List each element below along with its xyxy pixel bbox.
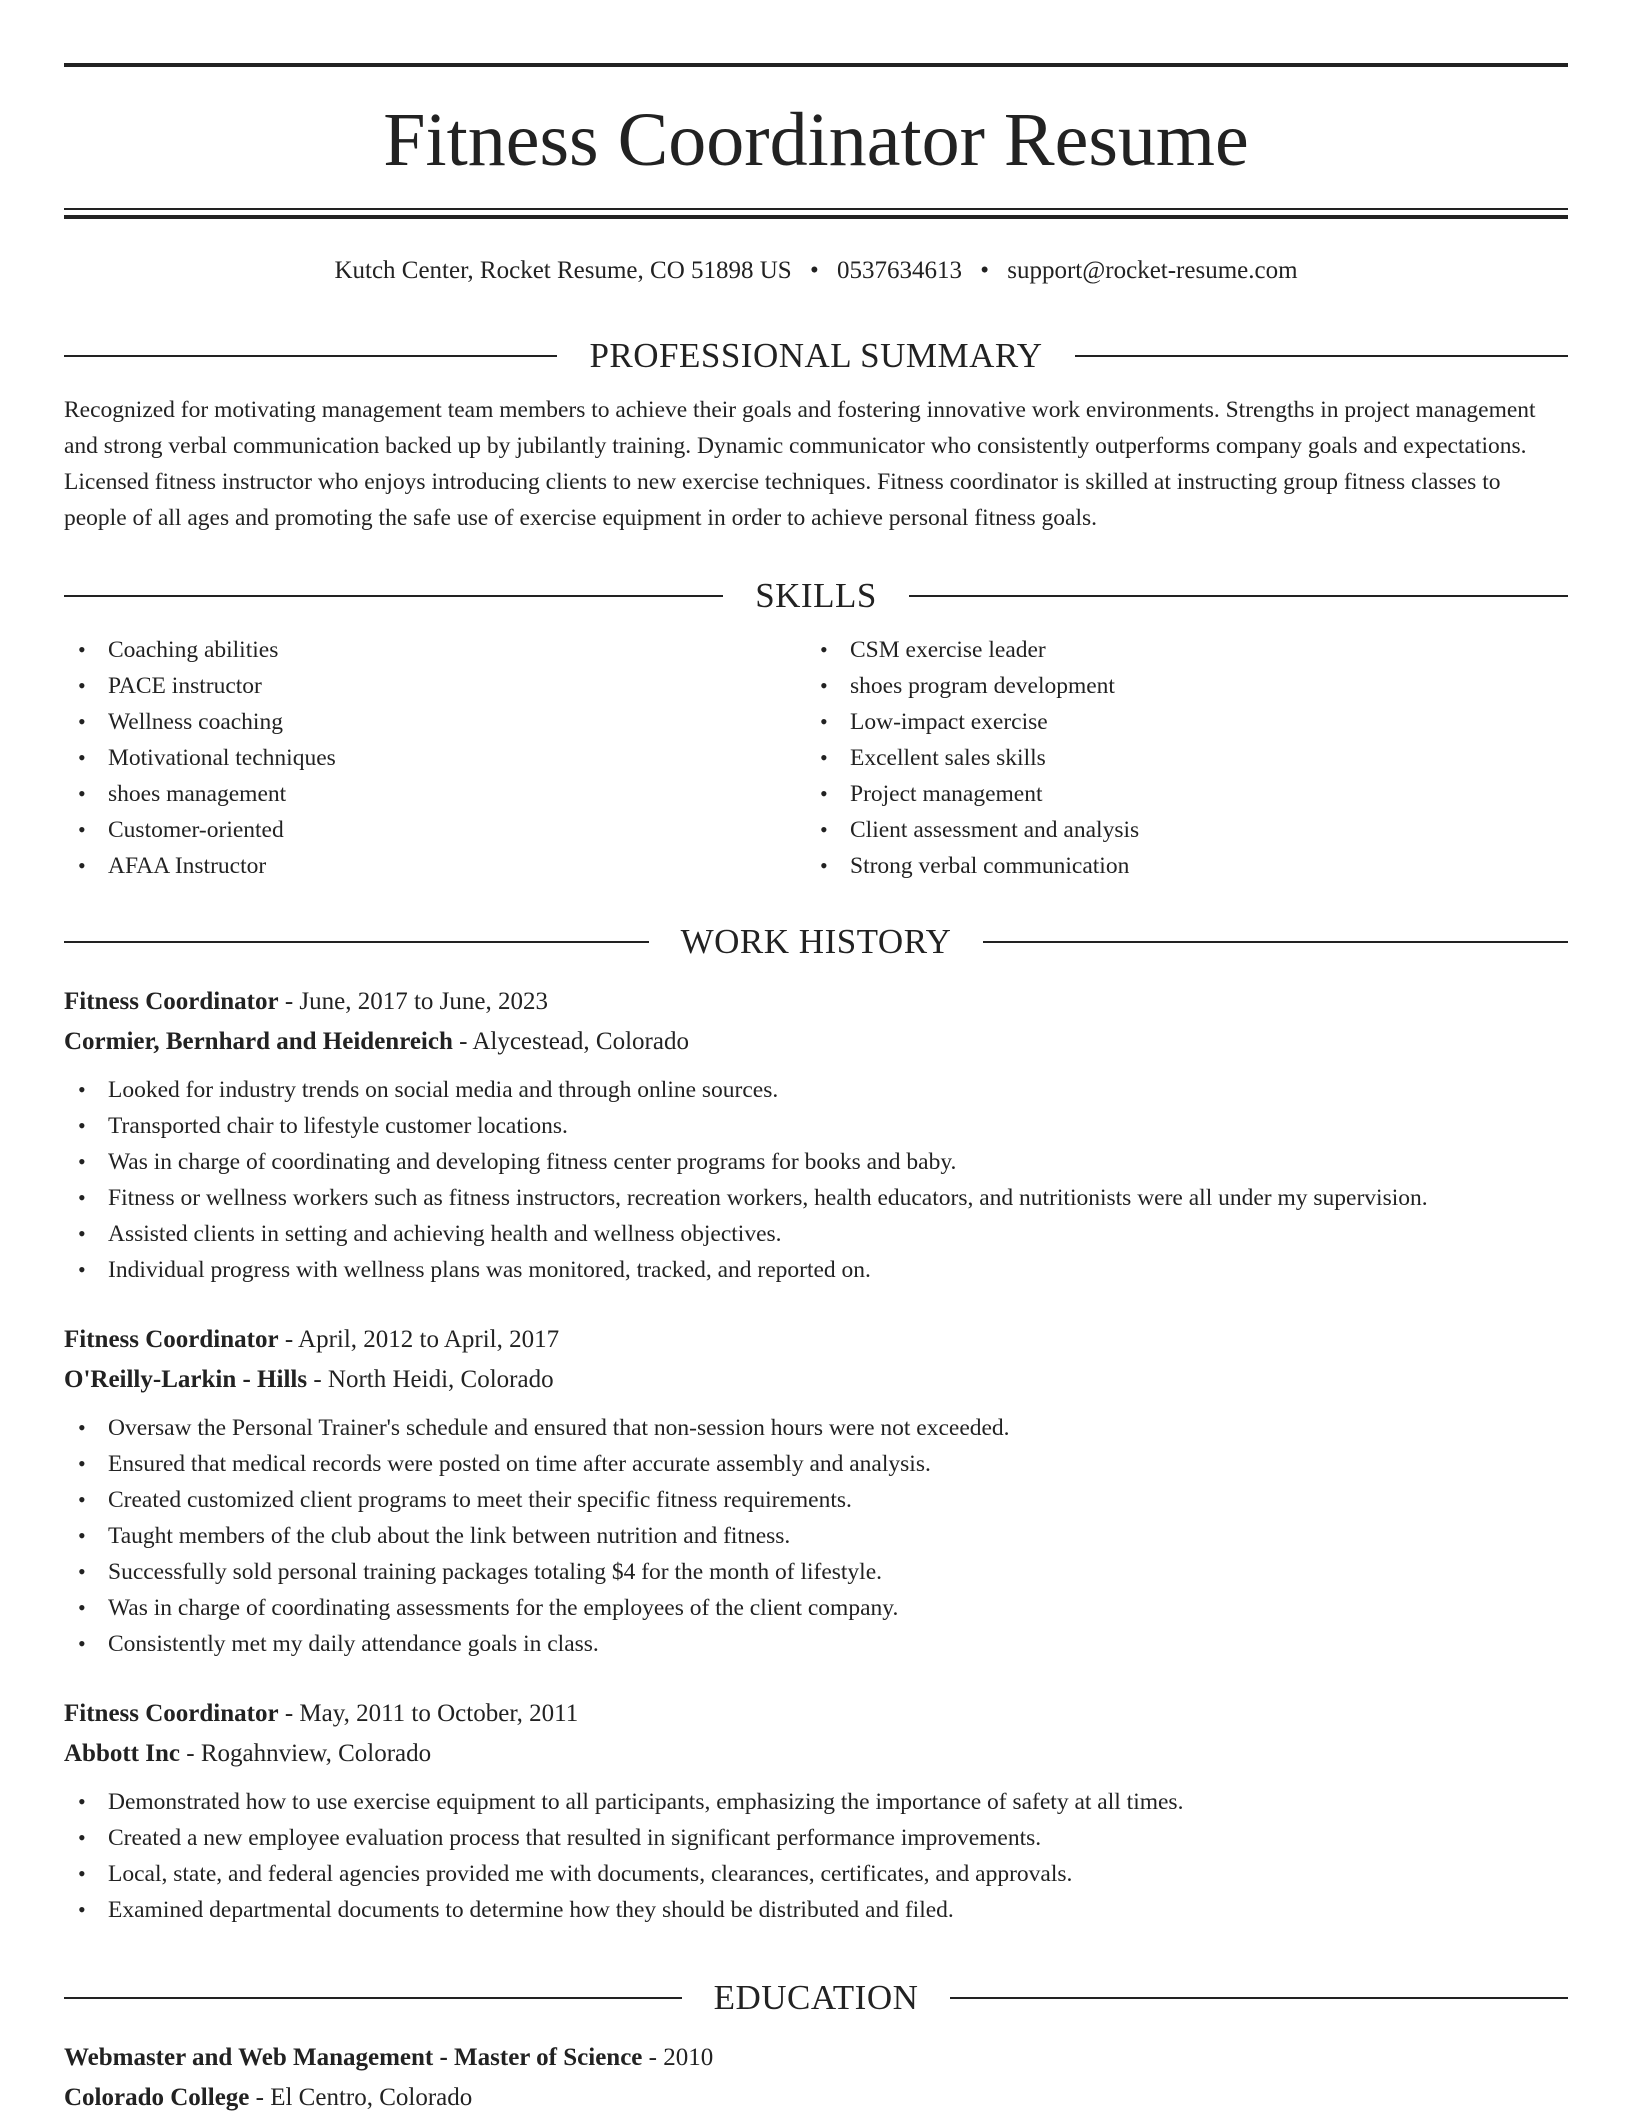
job-location: - Alycestead, Colorado xyxy=(452,1028,689,1055)
job-dates: - April, 2012 to April, 2017 xyxy=(278,1326,560,1353)
job-company: Cormier, Bernhard and Heidenreich xyxy=(64,1028,453,1055)
skill-item: • Project management xyxy=(806,776,1548,812)
section-heading xyxy=(64,1976,1568,2020)
contact-separator: • xyxy=(980,257,989,284)
skill-item: • Wellness coaching xyxy=(64,704,806,740)
summary-text: Recognized for motivating management team members to achieve their goals and fostering innovative work environments. Strengths in project management and strong verbal communication backed up by jubilantly training. Dynamic communicator who consistently outperforms company goals and expectations. Licensed fitness instructor who enjoys introducing clients to new exercise techniques. Fitness coordinator is skilled at instructing group fitness classes to people of all ages and promoting the safe use of exercise equipment in order to achieve personal fitness goals. xyxy=(64,397,1536,531)
heading-rule xyxy=(64,355,557,357)
education-section xyxy=(64,1976,1568,2118)
education-heading: EDUCATION xyxy=(713,1978,919,2017)
list-item: • Looked for industry trends on social media and through online sources. xyxy=(64,1072,1568,1108)
list-item: • Fitness or wellness workers such as fitness instructors, recreation workers, health educators, and nutritionists were all under my supervision. xyxy=(64,1180,1568,1216)
job-title: Fitness Coordinator xyxy=(64,1700,279,1727)
work-heading: WORK HISTORY xyxy=(680,922,952,961)
heading-rule xyxy=(64,1997,682,1999)
job-title: Fitness Coordinator xyxy=(64,1326,279,1353)
job-title-line xyxy=(64,1694,1568,1734)
list-item: • Successfully sold personal training packages totaling $4 for the month of lifestyle. xyxy=(64,1554,1568,1590)
job-title: Fitness Coordinator xyxy=(64,988,279,1015)
job-entry xyxy=(64,1320,1568,1662)
job-entry xyxy=(64,1694,1568,1928)
job-bullets xyxy=(64,1410,1568,1662)
job-location: - North Heidi, Colorado xyxy=(307,1366,554,1393)
job-company: Abbott Inc xyxy=(64,1740,180,1767)
contact-phone: 0537634613 xyxy=(836,257,962,284)
skills-columns xyxy=(64,632,1568,884)
contact-separator: • xyxy=(809,257,819,284)
title-rule-thin xyxy=(64,208,1568,210)
title-rule-thick xyxy=(64,215,1568,219)
list-item: • Created customized client programs to meet their specific fitness requirements. xyxy=(64,1482,1568,1518)
job-dates: - May, 2011 to October, 2011 xyxy=(278,1700,579,1727)
heading-rule xyxy=(1075,355,1568,357)
heading-rule xyxy=(983,941,1568,943)
list-item: • Ensured that medical records were posted on time after accurate assembly and analysis. xyxy=(64,1446,1568,1482)
skill-item: • Motivational techniques xyxy=(64,740,806,776)
education-entry xyxy=(64,2038,1568,2118)
skill-item: • Excellent sales skills xyxy=(806,740,1548,776)
summary-section xyxy=(64,334,1568,536)
skill-item: • shoes program development xyxy=(806,668,1548,704)
work-history-section xyxy=(64,920,1568,1928)
skills-section xyxy=(64,574,1568,884)
page-title: Fitness Coordinator Resume xyxy=(383,98,1249,182)
heading-rule xyxy=(909,595,1568,597)
skill-item: • Customer-oriented xyxy=(64,812,806,848)
skill-item: • shoes management xyxy=(64,776,806,812)
summary-heading: PROFESSIONAL SUMMARY xyxy=(589,336,1043,375)
list-item: • Was in charge of coordinating and developing fitness center programs for books and baby. xyxy=(64,1144,1568,1180)
skill-item: • CSM exercise leader xyxy=(806,632,1548,668)
job-company-line xyxy=(64,1022,1568,1062)
list-item: • Examined departmental documents to determine how they should be distributed and filed. xyxy=(64,1892,1568,1928)
degree-line xyxy=(64,2038,1568,2078)
list-item: • Was in charge of coordinating assessments for the employees of the client company. xyxy=(64,1590,1568,1626)
job-bullets xyxy=(64,1072,1568,1288)
skills-list-right xyxy=(806,632,1548,884)
school-line xyxy=(64,2078,1568,2118)
skill-item: • Strong verbal communication xyxy=(806,848,1548,884)
heading-rule xyxy=(64,595,723,597)
section-heading xyxy=(64,574,1568,618)
skills-list-left xyxy=(64,632,806,884)
skill-item: • AFAA Instructor xyxy=(64,848,806,884)
contact-address: Kutch Center, Rocket Resume, CO 51898 US xyxy=(334,257,792,284)
job-title-line xyxy=(64,1320,1568,1360)
contact-email: support@rocket-resume.com xyxy=(1007,257,1298,284)
degree-year: - 2010 xyxy=(642,2044,714,2071)
school: Colorado College xyxy=(64,2084,250,2111)
job-dates: - June, 2017 to June, 2023 xyxy=(278,988,548,1015)
job-title-line xyxy=(64,982,1568,1022)
heading-rule xyxy=(64,941,649,943)
list-item: • Created a new employee evaluation process that resulted in significant performance improvements. xyxy=(64,1820,1568,1856)
job-company-line xyxy=(64,1360,1568,1400)
skill-item: • Client assessment and analysis xyxy=(806,812,1548,848)
list-item: • Assisted clients in setting and achieving health and wellness objectives. xyxy=(64,1216,1568,1252)
job-location: - Rogahnview, Colorado xyxy=(180,1740,432,1767)
skill-item: • Coaching abilities xyxy=(64,632,806,668)
list-item: • Demonstrated how to use exercise equipment to all participants, emphasizing the importance of safety at all times. xyxy=(64,1784,1568,1820)
job-bullets xyxy=(64,1784,1568,1928)
list-item: • Taught members of the club about the link between nutrition and fitness. xyxy=(64,1518,1568,1554)
list-item: • Consistently met my daily attendance goals in class. xyxy=(64,1626,1568,1662)
contact-line xyxy=(64,254,1568,288)
skill-item: • Low-impact exercise xyxy=(806,704,1548,740)
section-heading xyxy=(64,334,1568,378)
list-item: • Individual progress with wellness plans was monitored, tracked, and reported on. xyxy=(64,1252,1568,1288)
job-company-line xyxy=(64,1734,1568,1774)
list-item: • Local, state, and federal agencies provided me with documents, clearances, certificates, and approvals. xyxy=(64,1856,1568,1892)
degree: Webmaster and Web Management - Master of Science xyxy=(64,2044,643,2071)
skills-heading: SKILLS xyxy=(755,576,877,615)
list-item: • Oversaw the Personal Trainer's schedule and ensured that non-session hours were not exceeded. xyxy=(64,1410,1568,1446)
section-heading xyxy=(64,920,1568,964)
school-location: - El Centro, Colorado xyxy=(249,2084,473,2111)
job-entry xyxy=(64,982,1568,1288)
list-item: • Transported chair to lifestyle customer locations. xyxy=(64,1108,1568,1144)
skill-item: • PACE instructor xyxy=(64,668,806,704)
top-rule xyxy=(64,63,1568,67)
job-company: O'Reilly-Larkin - Hills xyxy=(64,1366,308,1393)
heading-rule xyxy=(950,1997,1568,1999)
